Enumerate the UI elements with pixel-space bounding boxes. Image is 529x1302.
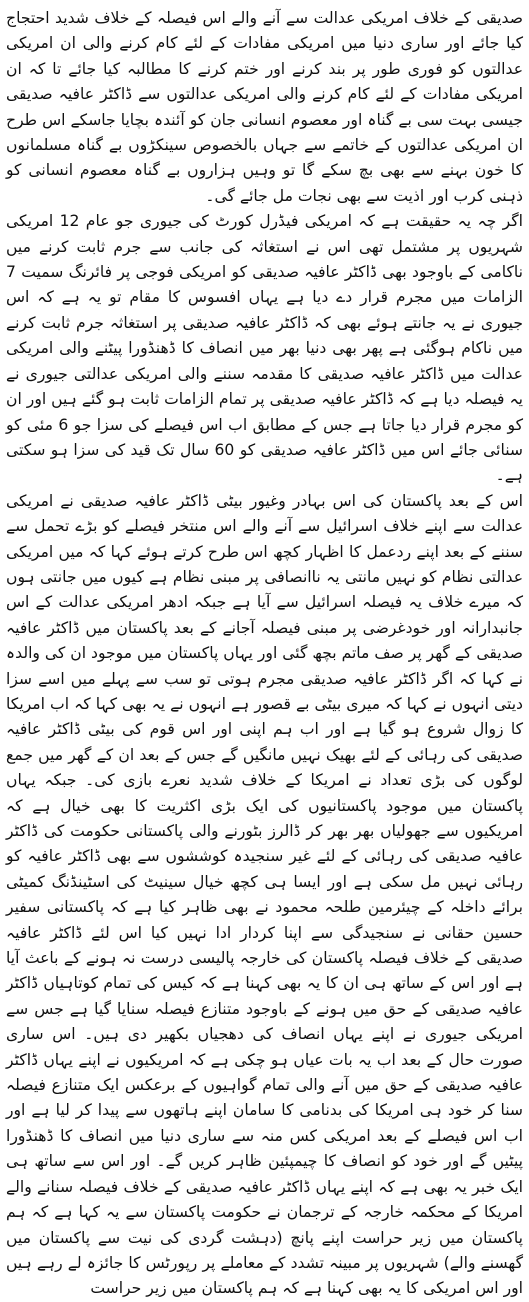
article-paragraph-3: اس کے بعد پاکستان کی اس بہادر وغیور بیٹی ڈاکٹر عافیہ صدیقی نے امریکی عدالت سے اپنے خلاف اسرائیل سے آنے والے اس منتخر فیصلے کو بڑے تحمل سے سننے کے بعد اپنے ردعمل کا اظہار کچھ اس طرح کرتے ہوئے کہا کہ میں امریکی عدالتی نظام کو نہیں مانتی یہ ناانصافی پر مبنی نظام ہے کیوں میں جانتی ہوں کہ میرے خلاف یہ فیصلہ اسرائیل سے آیا ہے جبکہ ادھر امریکی عدالت کے اس جانبدارانہ اور خودغرضی پر مبنی فیصلہ آجانے کے بعد پاکستان میں ڈاکٹر عافیہ صدیقی کے گھر پر صف ماتم بچھ گئی اور یہاں پاکستان میں موجود ان کی والدہ نے کہا کہ اگر ڈاکٹر عافیہ صدیقی مجرم ہوتی تو سب سے پہلے میں اسے سزا دیتی انہوں نے کہا کہ میری بیٹی بے قصور ہے انہوں نے یہ بھی کہا کہ اب امریکا کا زوال شروع ہو گیا ہے اور اب ہم اپنی اور اس قوم کی بیٹی ڈاکٹر عافیہ صدیقی کی رہائی کے لئے بھیک نہیں مانگیں گے جس کے بعد ان کے گھر میں جمع لوگوں کی بڑی تعداد نے امریکا کے خلاف شدید نعرے بازی کی۔ جبکہ یہاں پاکستان میں موجود پاکستانیوں کی ایک بڑی اکثریت کا بھی خیال ہے کہ امریکیوں سے جھولیاں بھر بھر کر ڈالرز بٹورنے والی پاکستانی حکومت کی ڈاکٹر عافیہ صدیقی کی رہائی کے لئے غیر سنجیدہ کوششوں سے بھی ڈاکٹر عافیہ کو رہائی نہیں مل سکی ہے اور ایسا ہی کچھ خیال سینیٹ کی اسٹینڈنگ کمیٹی برائے داخلہ کے چیئرمین طلحہ محمود نے بھی ظاہر کیا ہے کہ پاکستانی سفیر حسین حقانی نے سنجیدگی سے اپنا کردار ادا نہیں کیا اس لئے ڈاکٹر عافیہ صدیقی کے خلاف فیصلہ پاکستان کی خارجہ پالیسی درست نہ ہونے کے باعث آیا ہے اور اس کے ساتھ ہی ان کا یہ بھی کہنا ہے کہ کیس کی تمام کوتاہیاں ڈاکٹر عافیہ صدیقی کے حق میں ہونے کے باوجود متنازع فیصلہ سنایا گیا ہے جس سے امریکی جیوری نے اپنے یہاں انصاف کی دھجیاں بکھیر دی ہیں۔ اس ساری صورت حال کے بعد اب یہ بات عیاں ہو چکی ہے کہ امریکیوں نے اپنے یہاں ڈاکٹر عافیہ صدیقی کے حق میں آنے والی تمام گواہیوں کے برعکس ایک متنازع فیصلہ سنا کر خود ہی امریکا کی بدنامی کا سامان اپنے ہاتھوں سے پیدا کر لیا ہے اور اب اس فیصلے کے بعد امریکی کس منہ سے ساری دنیا میں انصاف کا ڈھنڈورا پیٹیں گے اور خود کو انصاف کا چیمپئین ظاہر کریں گے۔ اور اس سے ساتھ ہی ایک خبر یہ بھی ہے کہ اپنے یہاں ڈاکٹر عافیہ صدیقی کے خلاف فیصلہ سنانے والے امریکا کے محکمہ خارجہ کے ترجمان نے حکومت پاکستان سے یہ کہا ہے کہ ہم پاکستان میں زیر حراست اپنے پانچ (دہشت گردی کی نیت سے پاکستان میں گھسنے والے) شہریوں پر مبینہ تشدد کے معاملے پر رپورٹس کا جائزہ لے رہے ہیں اور اس امریکی کا یہ بھی کہنا ہے کہ ہم پاکستان میں زیر حراست bbox=[6, 491, 523, 1298]
article-paragraph-1: صدیقی کے خلاف امریکی عدالت سے آنے والے اس فیصلہ کے خلاف شدید احتجاج کیا جائے اور ساری دنیا میں امریکی مفادات کے لئے کام کرنے والی ان امریکی عدالتوں کو فوری طور پر بند کرنے اور ختم کرنے کا مطالبہ کیا جائے تا کہ ان امریکی مفادات کے لئے کام کرنے والی امریکی عدالتوں سے ڈاکٹر عافیہ صدیقی جیسی بہت سی بے گناہ اور معصوم انسانی جان کو آئندہ بچایا جاسکے اس طرح ان امریکی عدالتوں کے خاتمے سے جہاں بالخصوص سینکڑوں بے گناہ مسلمانوں کا خون بہنے سے بھی بچ سکے گا تو وہیں ہزاروں بے گناہ معصوم انسانی کو ذہنی کرب اور اذیت سے بھی نجات مل جائے گی۔ bbox=[6, 9, 523, 205]
article-paragraph-2: اگر چہ یہ حقیقت ہے کہ امریکی فیڈرل کورٹ کی جیوری جو عام 12 امریکی شہریوں پر مشتمل تھی اس نے استغاثہ کی جانب سے جرم ثابت کرنے میں ناکامی کے باوجود بھی ڈاکٹر عافیہ صدیقی کو امریکی فوجی پر فائرنگ سمیت 7 الزامات میں مجرم قرار دے دیا ہے یہاں افسوس کا مقام تو یہ ہے کہ اس جیوری نے یہ جانتے ہوئے بھی کہ ڈاکٹر عافیہ صدیقی پر استغاثہ جرم ثابت کرنے میں ناکام ہوگئی ہے پھر بھی دنیا بھر میں انصاف کا ڈھنڈورا پیٹنے والی امریکی عدالت میں ڈاکٹر عافیہ صدیقی کا مقدمہ سننے والی امریکی عدالتی جیوری نے یہ فیصلہ دیا ہے کہ ڈاکٹر عافیہ صدیقی پر تمام الزامات ثابت ہو گئے ہیں اور ان کو مجرم قرار دیا جاتا ہے جس کے مطابق اب اس فیصلے کی سزا جو 6 مئی کو سنائی جائے اس میں ڈاکٹر عافیہ صدیقی کو 60 سال تک قید کی سزا ہو سکتی ہے۔ bbox=[6, 212, 523, 485]
